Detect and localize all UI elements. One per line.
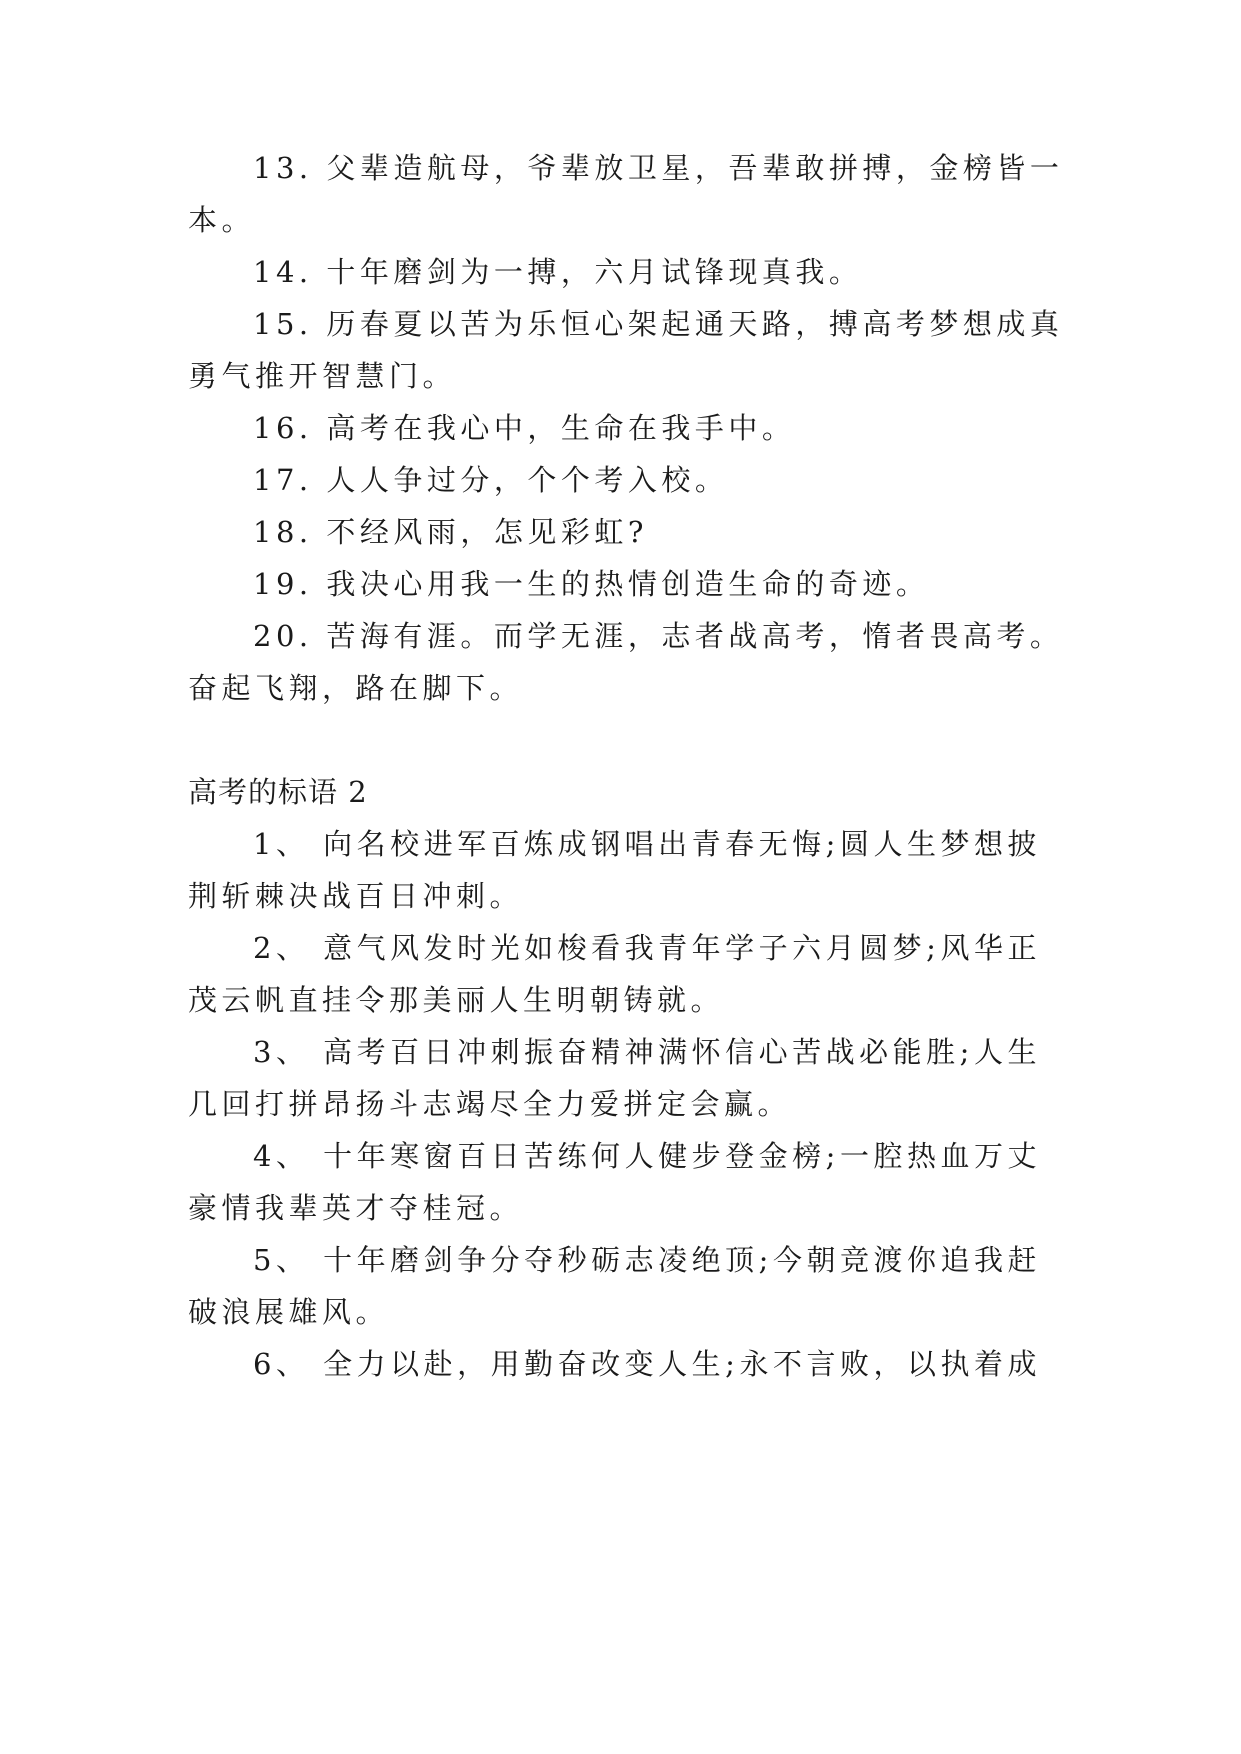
slogan-20-line-1: 20. 苦海有涯。而学无涯，志者战高考，惰者畏高考。: [253, 619, 1064, 653]
slogan-b1-line-2: 荆斩棘决战百日冲刺。: [188, 879, 524, 913]
slogan-20-line-2: 奋起飞翔，路在脚下。: [188, 671, 524, 705]
slogan-13-line-2: 本。: [188, 203, 256, 237]
slogan-b3-line-1: 3、 高考百日冲刺振奋精神满怀信心苦战必能胜;人生: [253, 1035, 1041, 1069]
slogan-b5-line-1: 5、 十年磨剑争分夺秒砺志凌绝顶;今朝竞渡你追我赶: [253, 1243, 1041, 1277]
slogan-b1-line-1: 1、 向名校进军百炼成钢唱出青春无悔;圆人生梦想披: [253, 827, 1041, 861]
slogan-17-line-1: 17. 人人争过分，个个考入校。: [253, 463, 729, 497]
slogan-19-line-1: 19. 我决心用我一生的热情创造生命的奇迹。: [253, 567, 930, 601]
slogan-b2-line-2: 茂云帆直挂令那美丽人生明朝铸就。: [188, 983, 725, 1017]
slogan-b6-line-1: 6、 全力以赴，用勤奋改变人生;永不言败，以执着成: [253, 1347, 1041, 1381]
slogan-14-line-1: 14. 十年磨剑为一搏，六月试锋现真我。: [253, 255, 863, 289]
slogan-15-line-2: 勇气推开智慧门。: [188, 359, 457, 393]
slogan-18-line-1: 18. 不经风雨，怎见彩虹?: [253, 515, 648, 549]
section-heading: 高考的标语 2: [188, 775, 368, 809]
slogan-13-line-1: 13. 父辈造航母，爷辈放卫星，吾辈敢拼搏，金榜皆一: [253, 151, 1064, 185]
slogan-b5-line-2: 破浪展雄风。: [188, 1295, 390, 1329]
slogan-b4-line-2: 豪情我辈英才夺桂冠。: [188, 1191, 524, 1225]
slogan-16-line-1: 16. 高考在我心中，生命在我手中。: [253, 411, 796, 445]
slogan-b4-line-1: 4、 十年寒窗百日苦练何人健步登金榜;一腔热血万丈: [253, 1139, 1041, 1173]
slogan-b2-line-1: 2、 意气风发时光如梭看我青年学子六月圆梦;风华正: [253, 931, 1041, 965]
slogan-b3-line-2: 几回打拼昂扬斗志竭尽全力爱拼定会赢。: [188, 1087, 792, 1121]
slogan-15-line-1: 15. 历春夏以苦为乐恒心架起通天路，搏高考梦想成真: [253, 307, 1064, 341]
